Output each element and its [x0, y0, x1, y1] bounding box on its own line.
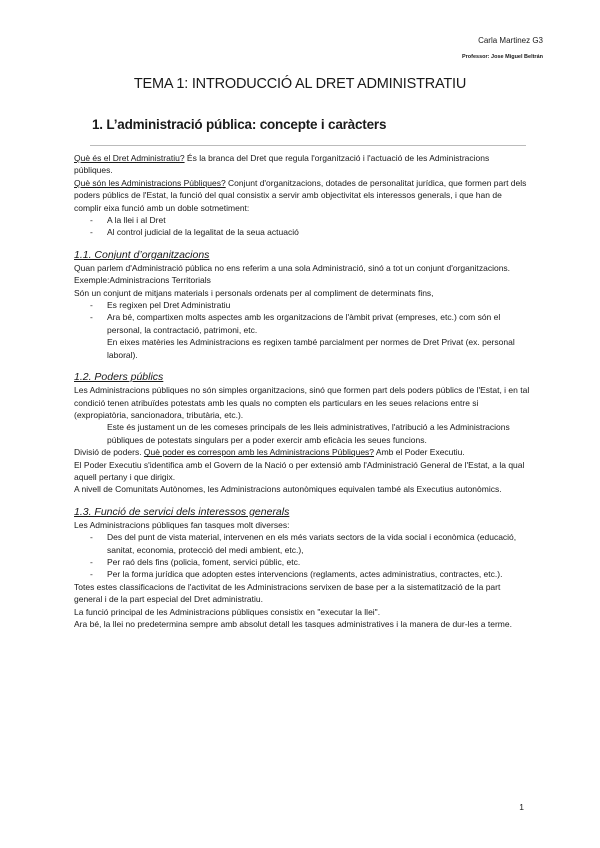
document-title: TEMA 1: INTRODUCCIÓ AL DRET ADMINISTRATIU: [133, 76, 467, 92]
question-text: Què poder es correspon amb les Administracions Públiques?: [143, 447, 375, 458]
paragraph: A nivell de Comunitats Autònomes, les Administracions autonòmiques equivalen també als Executius autonòmics.: [74, 484, 502, 495]
question-text: Què és el Dret Administratiu?: [74, 153, 185, 163]
question-text: Què són les Administracions Públiques?: [74, 177, 226, 188]
indented-note: En eixes matèries les Administracions es regixen també parcialment per normes de Dret Privat (ex. personal laboral).: [107, 337, 515, 360]
section-1-3-heading: 1.3. Funció de servici dels interessos generals: [74, 505, 290, 518]
bullet-list: [74, 299, 530, 336]
indented-note: Este és justament un de les comeses principals de les lleis administratives, l'atribució a les Administracions públiques de potestats singulars per a poder exercir amb eficàcia les seues funcions.: [107, 422, 510, 445]
list-item: - A la llei i al Dret: [74, 214, 530, 226]
list-item: - Per raó dels fins (policia, foment, servici públic, etc.: [74, 556, 530, 568]
paragraph: Les Administracions públiques no són simples organitzacions, sinó que formen part dels poders públics de l'Estat, i en tal condició tenen atribuïdes potestats amb les quals no compten els particulars en les seues relacions entre si (expropiatòria, sancionadora, tributària, etc.).: [74, 385, 530, 420]
bullet-list: [74, 531, 530, 581]
list-item: - Ara bé, compartixen molts aspectes amb les organitzacions de l'àmbit privat (empreses, etc.) com són el personal, la contractació, patrimoni, etc.: [74, 311, 530, 336]
heading-divider: [90, 145, 526, 146]
section-1-heading: 1. L’administració pública: concepte i caràcters: [92, 117, 387, 132]
paragraph: Ara bé, la llei no predetermina sempre amb absolut detall les tasques administratives i la manera de dur-les a terme.: [74, 619, 512, 629]
header-professor: Professor: Jose Miguel Beltrán: [462, 54, 543, 60]
page-number: 1: [519, 802, 524, 812]
text-span: Divisió de poders.: [74, 447, 144, 458]
paragraph: [74, 446, 530, 458]
list-item: - Al control judicial de la legalitat de la seua actuació: [74, 226, 530, 238]
list-item: - Es regixen pel Dret Administratiu: [74, 299, 530, 311]
paragraph: [74, 177, 530, 214]
paragraph: Les Administracions públiques fan tasques molt diverses:: [74, 519, 290, 530]
list-item: - Per la forma jurídica que adopten estes intervencions (reglaments, actes administratius, contractes, etc.).: [74, 568, 530, 580]
document-body: [74, 152, 530, 630]
paragraph: [74, 152, 530, 177]
answer-text: Conjunt d'organitzacions, dotades de personalitat jurídica, que formen part dels poders públics de l'Estat, la funció del qual consistix a servir amb objectivitat els interessos generals, i que han de complir eixa funció amb un doble sotmetiment:: [74, 177, 527, 213]
header-author: Carla Martinez G3: [478, 36, 543, 45]
bullet-list: [74, 214, 530, 239]
answer-text: És la branca del Dret que regula l'organització i l'actuació de les Administracions públiques.: [74, 153, 490, 176]
paragraph: Quan parlem d'Administració pública no ens referim a una sola Administració, sinó a tot un conjunt d'organitzacions. Exemple:Administracions Territorials: [74, 262, 511, 286]
list-item: - Des del punt de vista material, intervenen en els més variats sectors de la vida social i econòmica (educació, sanitat, economia, protecció del medi ambient, etc.),: [74, 531, 530, 556]
section-1-2-heading: 1.2. Poders públics: [74, 371, 164, 384]
section-1-1-heading: 1.1. Conjunt d’organitzacions: [74, 248, 210, 261]
paragraph: Són un conjunt de mitjans materials i personals ordenats per al compliment de determinats fins,: [74, 287, 434, 298]
paragraph: La funció principal de les Administracions públiques consistix en "executar la llei".: [74, 606, 381, 617]
paragraph: Totes estes classificacions de l'activitat de les Administracions servixen de base per a la sistematització de la part general i de la part especial del Dret administratiu.: [74, 581, 501, 605]
paragraph: El Poder Executiu s'identifica amb el Govern de la Nació o per extensió amb l'Administració General de l'Estat, a la qual aquell pertany i que dirigix.: [74, 459, 525, 482]
text-span: Amb el Poder Executiu.: [374, 447, 465, 458]
